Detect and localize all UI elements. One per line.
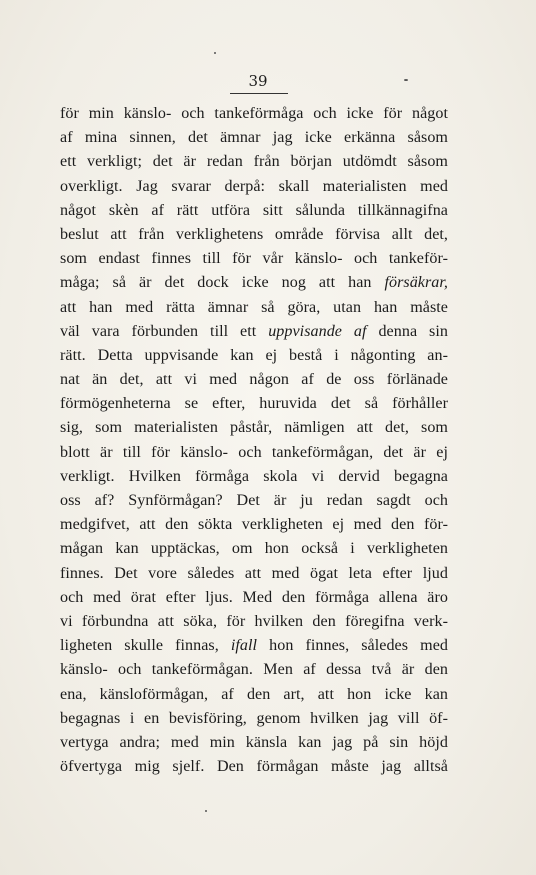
text-line xyxy=(60,707,448,731)
text-line xyxy=(60,247,448,271)
text-line xyxy=(60,175,448,199)
line-text: vi förbundna att söka, för hvilken den föregifna verk- xyxy=(60,612,448,630)
text-line xyxy=(60,441,448,465)
header-rule xyxy=(230,93,288,94)
line-text: ligheten skulle finnas, xyxy=(60,637,231,655)
line-text: beslut att från verklighetens område förvisa allt det, xyxy=(60,225,448,243)
line-text: hon finnes, således med xyxy=(257,637,448,655)
line-text: måga; så är det dock icke nog att han xyxy=(60,274,385,292)
line-text: begagnas i en bevisföring, genom hvilken jag vill öf- xyxy=(60,709,448,727)
line-text: något skèn af rätt utföra sitt sålunda tillkännagifna xyxy=(60,201,448,219)
line-text: denna sin xyxy=(366,322,448,340)
body-text xyxy=(60,102,448,779)
text-line xyxy=(60,150,448,174)
text-line xyxy=(60,634,448,658)
text-line xyxy=(60,223,448,247)
line-text: ett verkligt; det är redan från början utdömdt såsom xyxy=(60,153,448,171)
emphasized-text: ifall xyxy=(230,637,258,655)
line-text: ena, känsloförmågan, af den art, att hon icke kan xyxy=(60,685,448,703)
line-text: oss af? Synförmågan? Det är ju redan sagdt och xyxy=(60,492,448,509)
line-text: och med örat efter ljus. Med den förmåga allena äro xyxy=(60,588,448,606)
line-text: nat än det, att vi med någon af de oss förlänade xyxy=(60,371,448,389)
line-text: verkligt. Hvilken förmåga skola vi dervid begagna xyxy=(60,467,448,485)
line-text: finnes. Det vore således att med ögat leta efter ljud xyxy=(60,564,448,582)
line-text: känslo- och tankeförmågan. Men af dessa två är den xyxy=(60,661,448,679)
line-text: rätt. Detta uppvisande kan ej bestå i någonting an- xyxy=(60,346,448,364)
emphasized-text: försäkrar, xyxy=(384,274,448,292)
text-line xyxy=(60,296,448,320)
text-line xyxy=(60,320,448,344)
text-line xyxy=(60,392,448,416)
line-text: medgifvet, att den sökta verkligheten ej med den för- xyxy=(60,516,448,534)
line-text: vertyga andra; med min känsla kan jag på sin höjd xyxy=(60,733,448,751)
text-line xyxy=(60,610,448,634)
line-text: sig, som materialisten påstår, nämligen att det, som xyxy=(60,419,448,437)
print-speck xyxy=(404,79,408,81)
text-line xyxy=(60,731,448,755)
text-line xyxy=(60,344,448,368)
line-text: förmögenheterna se efter, huruvida det så förhåller xyxy=(60,395,448,413)
text-line xyxy=(60,126,448,150)
text-line xyxy=(60,513,448,537)
text-line xyxy=(60,537,448,561)
text-line xyxy=(60,658,448,682)
line-text: att han med rätta ämnar så göra, utan han måste xyxy=(60,298,448,316)
print-speck xyxy=(214,52,216,54)
text-line xyxy=(60,465,448,489)
text-line xyxy=(60,562,448,586)
line-text: blott är till för känslo- och tankeförmågan, det är ej xyxy=(60,443,448,461)
line-text: öfvertyga mig sjelf. Den förmågan måste jag alltså xyxy=(60,758,448,776)
line-text: af mina sinnen, det ämnar jag icke erkänna såsom xyxy=(60,129,448,147)
line-text: mågan kan upptäckas, om hon också i verkligheten xyxy=(60,540,448,558)
text-line xyxy=(60,102,448,126)
line-text: för min känslo- och tankeförmåga och icke för något xyxy=(60,105,448,122)
text-line xyxy=(60,199,448,223)
page-number: 39 xyxy=(248,72,268,90)
line-text: som endast finnes till för vår känslo- och tankeför- xyxy=(60,250,448,268)
print-speck xyxy=(205,810,207,812)
emphasized-text: uppvisande af xyxy=(268,322,367,340)
text-line xyxy=(60,416,448,440)
text-line xyxy=(60,683,448,707)
line-text: overkligt. Jag svarar derpå: skall materialisten med xyxy=(60,177,448,195)
text-line xyxy=(60,489,448,513)
text-line xyxy=(60,755,448,779)
line-text: väl vara förbunden till ett xyxy=(60,322,269,340)
text-line xyxy=(60,586,448,610)
text-line xyxy=(60,271,448,295)
text-line xyxy=(60,368,448,392)
